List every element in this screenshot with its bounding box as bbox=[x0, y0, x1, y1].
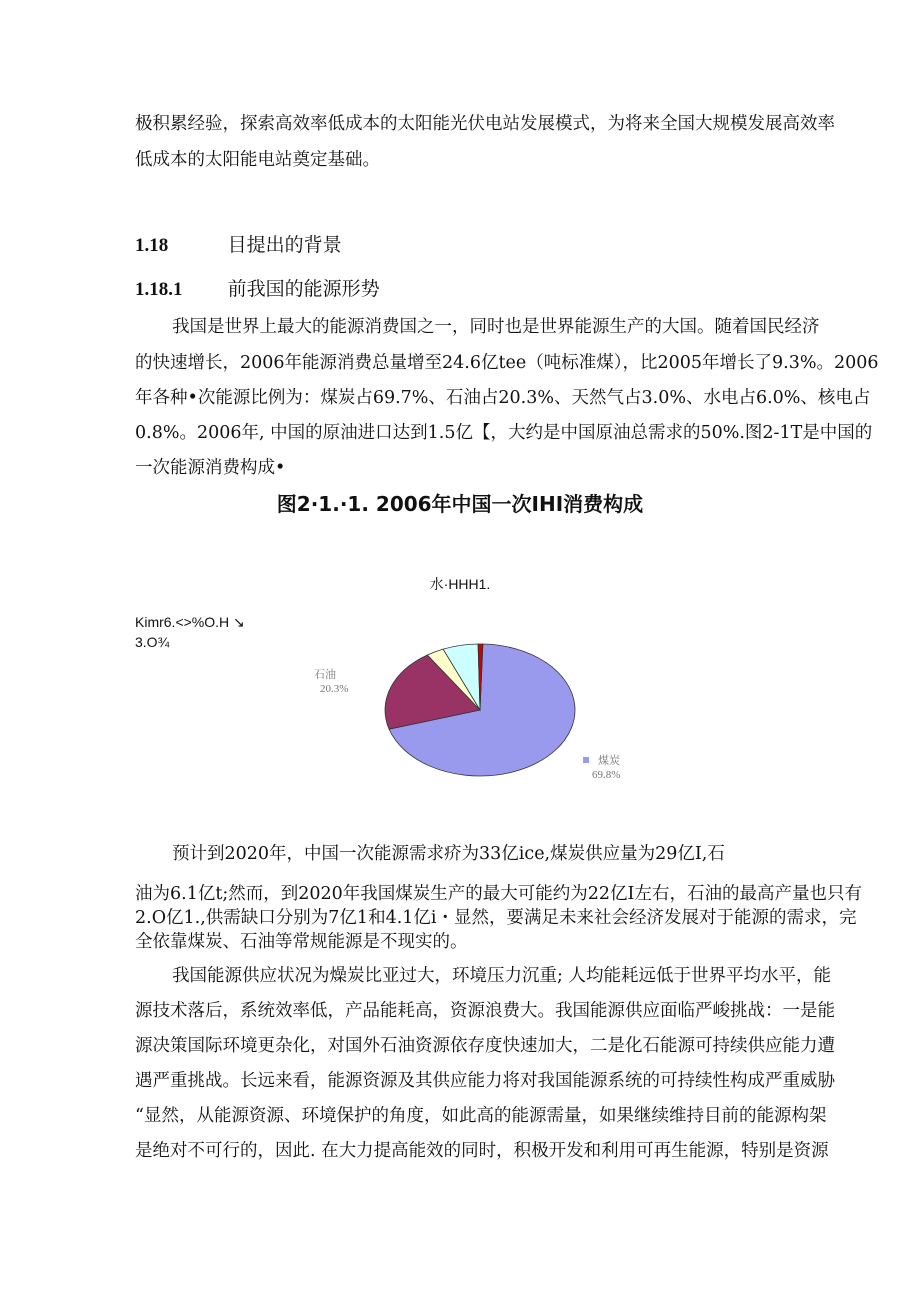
para1-line: 一次能源消费构成• bbox=[135, 458, 286, 478]
para2-line: 2.O亿1.,供需缺口分别为7亿1和4.1亿i・显然，要满足未来社会经济发展对于能源的需求，完 bbox=[135, 908, 857, 928]
para3-line: 我国能源供应状况为燥炭比亚过大，环境压力沉重; 人均能耗远低于世界平均水平，能 bbox=[172, 966, 831, 986]
para3-line: 源技术落后，系统效率低，产品能耗高，资源浪费大。我国能源供应面临严峻挑战：一是能 bbox=[135, 1001, 835, 1021]
para1-line: 我国是世界上最大的能源消费国之一，同时也是世界能源生产的大国。随着国民经济 bbox=[172, 317, 820, 337]
para1-line: 年各种•次能源比例为：煤炭占69.7%、石油占20.3%、天然气占3.0%、水电占6.0%、核电占 bbox=[135, 388, 871, 408]
chart-note-line-2: 3.O¾ bbox=[135, 634, 170, 650]
section-number: 1.18 bbox=[135, 235, 169, 256]
para1-line: 0.8%。2006年, 中国的原油进口达到1.5亿【，大约是中国原油总需求的50%.图2-1T是中国的 bbox=[135, 423, 873, 443]
para3-line: 遇严重挑战。长远来看，能源资源及其供应能力将对我国能源系统的可持续性构成严重威胁 bbox=[135, 1071, 835, 1091]
energy-pie-chart bbox=[300, 630, 640, 790]
pie-pct-label-2: 20.3% bbox=[320, 683, 349, 695]
para2-line: 全依靠煤炭、石油等常规能源是不现实的。 bbox=[135, 932, 468, 952]
section-title: 目提出的背景 bbox=[227, 234, 342, 256]
section-number: 1.18.1 bbox=[135, 279, 183, 300]
para3-line: 源决策国际环境更杂化，对国外石油资源依存度快速加大，二是化石能源可持续供应能力遭 bbox=[135, 1036, 835, 1056]
chart-title: 水·HHH1. bbox=[429, 576, 491, 592]
para3-line: “显然，从能源资源、环境保护的角度，如此高的能源需量，如果继续维持目前的能源构架 bbox=[135, 1106, 827, 1126]
figure-caption: 图2·1.·1. 2006年中国一次IHI消费构成 bbox=[276, 492, 644, 516]
para2-line: 油为6.1亿t;然而，到2020年我国煤炭生产的最大可能约为22亿I左右，石油的最高产量也只有 bbox=[135, 884, 862, 904]
pie-pct-label-1: 69.8% bbox=[592, 769, 621, 781]
para-top-line-2: 低成本的太阳能电站奠定基础。 bbox=[135, 150, 380, 170]
para-top-line-1: 极积累经验，探索高效率低成本的太阳能光伏电站发展模式，为将来全国大规模发展高效率 bbox=[135, 114, 835, 134]
pie-label-1: 煤炭 bbox=[598, 755, 620, 767]
section-title: 前我国的能源形势 bbox=[227, 278, 380, 300]
chart-note-line-1: Kimr6.<>%O.H ↘ bbox=[135, 614, 245, 630]
section-heading-1-18 bbox=[135, 230, 342, 257]
section-heading-1-18-1 bbox=[135, 274, 380, 301]
para2-line: 预计到2020年，中国一次能源需求疥为33亿ice,煤炭供应量为29亿I,石 bbox=[172, 844, 725, 864]
pie-label-2: 石油 bbox=[314, 669, 336, 681]
para1-line: 的快速增长，2006年能源消费总量增至24.6亿tee（吨标准煤），比2005年增长了9.3%。2006 bbox=[135, 353, 879, 373]
para3-line: 是绝对不可行的，因此. 在大力提高能效的同时，积极开发和利用可再生能源，特别是资源 bbox=[135, 1141, 829, 1161]
legend-swatch-coal bbox=[583, 757, 589, 763]
